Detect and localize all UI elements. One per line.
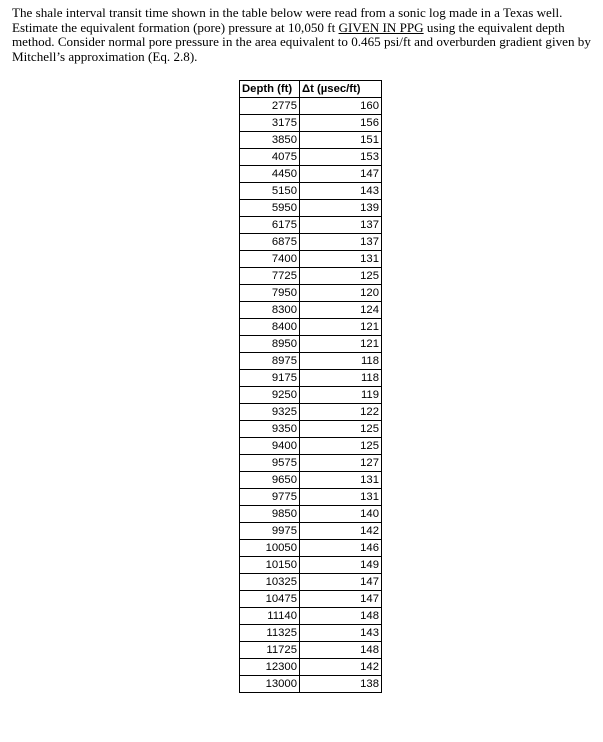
table-row xyxy=(240,98,382,115)
transit-time-cell: 118 xyxy=(300,370,382,387)
transit-time-cell: 143 xyxy=(300,183,382,200)
transit-time-cell: 139 xyxy=(300,200,382,217)
problem-text-underlined: GIVEN IN PPG xyxy=(338,19,424,35)
table-row xyxy=(240,404,382,421)
depth-cell: 8400 xyxy=(240,319,300,336)
table-row xyxy=(240,574,382,591)
depth-cell: 6875 xyxy=(240,234,300,251)
table-row xyxy=(240,251,382,268)
depth-cell: 13000 xyxy=(240,676,300,693)
table-row xyxy=(240,523,382,540)
transit-time-cell: 148 xyxy=(300,608,382,625)
transit-time-cell: 142 xyxy=(300,523,382,540)
transit-time-cell: 147 xyxy=(300,166,382,183)
transit-time-cell: 125 xyxy=(300,268,382,285)
transit-time-cell: 131 xyxy=(300,489,382,506)
table-row xyxy=(240,353,382,370)
depth-cell: 3850 xyxy=(240,132,300,149)
transit-time-cell: 147 xyxy=(300,574,382,591)
transit-time-cell: 131 xyxy=(300,472,382,489)
table-row xyxy=(240,200,382,217)
transit-time-cell: 142 xyxy=(300,659,382,676)
depth-cell: 10475 xyxy=(240,591,300,608)
depth-cell: 10150 xyxy=(240,557,300,574)
table-header-row xyxy=(240,81,382,98)
table-row xyxy=(240,319,382,336)
transit-time-cell: 122 xyxy=(300,404,382,421)
depth-cell: 11140 xyxy=(240,608,300,625)
table-row xyxy=(240,370,382,387)
transit-time-cell: 127 xyxy=(300,455,382,472)
transit-time-cell: 156 xyxy=(300,115,382,132)
depth-cell: 2775 xyxy=(240,98,300,115)
transit-time-cell: 160 xyxy=(300,98,382,115)
table-row xyxy=(240,659,382,676)
depth-cell: 5950 xyxy=(240,200,300,217)
depth-cell: 8975 xyxy=(240,353,300,370)
table-row xyxy=(240,557,382,574)
table-row xyxy=(240,183,382,200)
depth-cell: 9975 xyxy=(240,523,300,540)
table-row xyxy=(240,285,382,302)
problem-text-part1: The shale interval transit time shown in the table below were read from a sonic log made in a Texas well. Estimate the equivalent formation (pore) pressure at 10,050 ft xyxy=(12,5,563,35)
transit-time-cell: 151 xyxy=(300,132,382,149)
depth-cell: 6175 xyxy=(240,217,300,234)
transit-time-cell: 119 xyxy=(300,387,382,404)
depth-cell: 4075 xyxy=(240,149,300,166)
transit-time-table xyxy=(239,80,382,693)
table-row xyxy=(240,387,382,404)
depth-cell: 9575 xyxy=(240,455,300,472)
table-row xyxy=(240,506,382,523)
depth-cell: 10050 xyxy=(240,540,300,557)
depth-cell: 9250 xyxy=(240,387,300,404)
transit-time-column-header: Δt (µsec/ft) xyxy=(300,81,382,98)
depth-cell: 5150 xyxy=(240,183,300,200)
transit-time-cell: 121 xyxy=(300,319,382,336)
table-row xyxy=(240,472,382,489)
transit-time-cell: 146 xyxy=(300,540,382,557)
table-row xyxy=(240,268,382,285)
transit-time-cell: 149 xyxy=(300,557,382,574)
depth-cell: 11725 xyxy=(240,642,300,659)
depth-cell: 9325 xyxy=(240,404,300,421)
transit-time-cell: 147 xyxy=(300,591,382,608)
table-row xyxy=(240,234,382,251)
table-row xyxy=(240,455,382,472)
table-row xyxy=(240,336,382,353)
table-row xyxy=(240,115,382,132)
depth-cell: 7950 xyxy=(240,285,300,302)
depth-column-header: Depth (ft) xyxy=(240,81,300,98)
table-row xyxy=(240,676,382,693)
depth-cell: 8950 xyxy=(240,336,300,353)
problem-text-part2: using the equivalent depth method. Consider normal pore pressure in the area equivalent to 0.465 psi/ft and overburden gradient given by Mitchell’s approximation (Eq. 2.8). xyxy=(12,19,591,64)
depth-cell: 4450 xyxy=(240,166,300,183)
transit-time-cell: 140 xyxy=(300,506,382,523)
transit-time-cell: 125 xyxy=(300,438,382,455)
depth-cell: 10325 xyxy=(240,574,300,591)
depth-cell: 9350 xyxy=(240,421,300,438)
transit-time-cell: 131 xyxy=(300,251,382,268)
transit-time-cell: 121 xyxy=(300,336,382,353)
table-row xyxy=(240,438,382,455)
table-row xyxy=(240,489,382,506)
table-row xyxy=(240,421,382,438)
table-row xyxy=(240,642,382,659)
depth-cell: 8300 xyxy=(240,302,300,319)
table-row xyxy=(240,540,382,557)
table-body xyxy=(240,98,382,693)
table-row xyxy=(240,591,382,608)
depth-cell: 3175 xyxy=(240,115,300,132)
depth-cell: 9175 xyxy=(240,370,300,387)
table-row xyxy=(240,149,382,166)
transit-time-cell: 143 xyxy=(300,625,382,642)
problem-statement xyxy=(12,6,596,64)
transit-time-cell: 153 xyxy=(300,149,382,166)
table-row xyxy=(240,166,382,183)
depth-cell: 9775 xyxy=(240,489,300,506)
depth-cell: 11325 xyxy=(240,625,300,642)
transit-time-cell: 137 xyxy=(300,217,382,234)
depth-cell: 7725 xyxy=(240,268,300,285)
transit-time-cell: 138 xyxy=(300,676,382,693)
table-row xyxy=(240,302,382,319)
table-row xyxy=(240,132,382,149)
transit-time-cell: 120 xyxy=(300,285,382,302)
transit-time-cell: 118 xyxy=(300,353,382,370)
depth-cell: 7400 xyxy=(240,251,300,268)
table-row xyxy=(240,625,382,642)
transit-time-cell: 125 xyxy=(300,421,382,438)
depth-cell: 9400 xyxy=(240,438,300,455)
table-row xyxy=(240,608,382,625)
transit-time-cell: 148 xyxy=(300,642,382,659)
table-row xyxy=(240,217,382,234)
transit-time-cell: 137 xyxy=(300,234,382,251)
depth-cell: 12300 xyxy=(240,659,300,676)
transit-time-cell: 124 xyxy=(300,302,382,319)
depth-cell: 9850 xyxy=(240,506,300,523)
depth-cell: 9650 xyxy=(240,472,300,489)
